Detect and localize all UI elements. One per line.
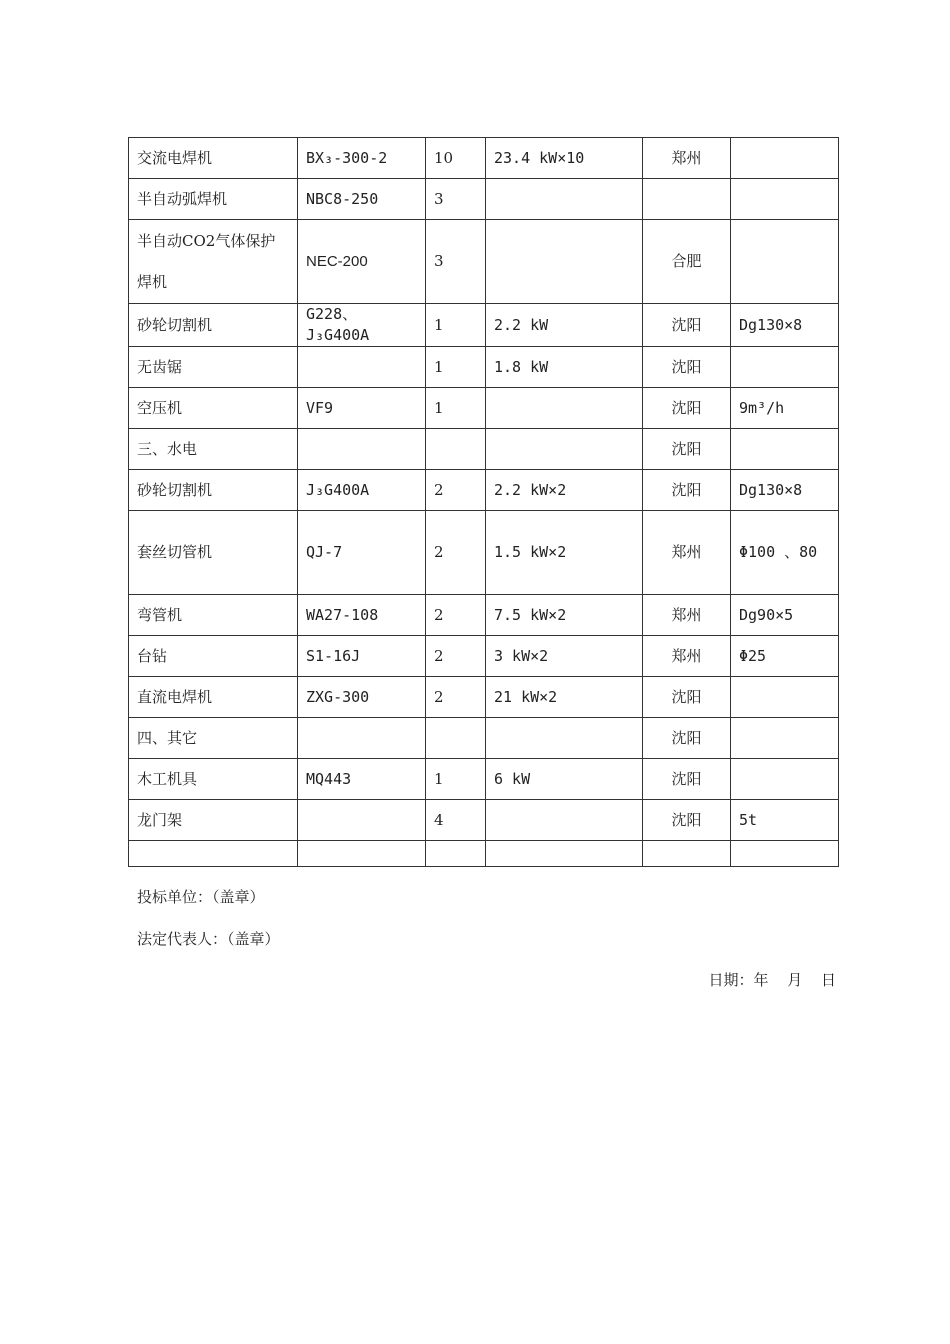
equipment-spec [731, 718, 839, 759]
equipment-model: VF9 [298, 388, 426, 429]
equipment-model: NBC8-250 [298, 179, 426, 220]
equipment-quantity: 2 [426, 511, 486, 595]
equipment-spec [731, 429, 839, 470]
section-heading: 三、水电 [129, 429, 298, 470]
empty-cell [486, 841, 643, 867]
equipment-spec [731, 179, 839, 220]
equipment-power [486, 220, 643, 304]
equipment-spec: 5t [731, 800, 839, 841]
table-row [129, 429, 839, 470]
date-line: 日期：年 月 日 [708, 971, 836, 989]
equipment-quantity: 1 [426, 304, 486, 347]
table-row [129, 511, 839, 595]
equipment-name: 直流电焊机 [129, 677, 298, 718]
equipment-name: 木工机具 [129, 759, 298, 800]
equipment-model: BX₃-300-2 [298, 138, 426, 179]
table-row [129, 636, 839, 677]
equipment-quantity: 2 [426, 677, 486, 718]
equipment-power: 1.8 kW [486, 347, 643, 388]
equipment-model: J₃G400A [298, 470, 426, 511]
equipment-origin: 沈阳 [643, 718, 731, 759]
equipment-origin: 沈阳 [643, 429, 731, 470]
bidder-signature-line: 投标单位：（盖章） [137, 888, 265, 906]
table-row [129, 179, 839, 220]
equipment-power: 6 kW [486, 759, 643, 800]
equipment-spec: Dg130×8 [731, 304, 839, 347]
equipment-quantity [426, 429, 486, 470]
empty-cell [298, 841, 426, 867]
equipment-quantity: 2 [426, 636, 486, 677]
equipment-name: 半自动弧焊机 [129, 179, 298, 220]
equipment-origin: 合肥 [643, 220, 731, 304]
equipment-name: 台钻 [129, 636, 298, 677]
section-heading: 四、其它 [129, 718, 298, 759]
equipment-name: 空压机 [129, 388, 298, 429]
equipment-power: 2.2 kW×2 [486, 470, 643, 511]
equipment-power: 3 kW×2 [486, 636, 643, 677]
empty-cell [731, 841, 839, 867]
equipment-spec [731, 347, 839, 388]
equipment-spec: Dg130×8 [731, 470, 839, 511]
table-row [129, 595, 839, 636]
equipment-power [486, 388, 643, 429]
equipment-origin: 郑州 [643, 595, 731, 636]
equipment-name: 弯管机 [129, 595, 298, 636]
equipment-origin: 郑州 [643, 636, 731, 677]
empty-cell [426, 841, 486, 867]
table-row [129, 220, 839, 304]
equipment-table-body [129, 138, 839, 867]
equipment-origin: 沈阳 [643, 347, 731, 388]
equipment-power: 23.4 kW×10 [486, 138, 643, 179]
equipment-name: 交流电焊机 [129, 138, 298, 179]
equipment-model [298, 718, 426, 759]
equipment-quantity: 3 [426, 220, 486, 304]
equipment-quantity [426, 718, 486, 759]
equipment-quantity: 1 [426, 347, 486, 388]
table-row [129, 347, 839, 388]
equipment-model [298, 800, 426, 841]
equipment-model: QJ-7 [298, 511, 426, 595]
equipment-origin: 郑州 [643, 138, 731, 179]
table-row [129, 304, 839, 347]
equipment-quantity: 4 [426, 800, 486, 841]
equipment-origin: 沈阳 [643, 800, 731, 841]
equipment-power: 2.2 kW [486, 304, 643, 347]
equipment-name: 砂轮切割机 [129, 470, 298, 511]
equipment-power [486, 179, 643, 220]
equipment-spec [731, 138, 839, 179]
equipment-origin: 沈阳 [643, 304, 731, 347]
equipment-quantity: 1 [426, 388, 486, 429]
equipment-spec: Dg90×5 [731, 595, 839, 636]
equipment-power [486, 718, 643, 759]
equipment-origin: 沈阳 [643, 677, 731, 718]
equipment-power: 21 kW×2 [486, 677, 643, 718]
equipment-quantity: 2 [426, 595, 486, 636]
table-row [129, 138, 839, 179]
equipment-power [486, 800, 643, 841]
equipment-model [298, 429, 426, 470]
equipment-quantity: 3 [426, 179, 486, 220]
equipment-origin [643, 179, 731, 220]
equipment-origin: 郑州 [643, 511, 731, 595]
equipment-table [128, 137, 839, 867]
equipment-quantity: 2 [426, 470, 486, 511]
equipment-quantity: 10 [426, 138, 486, 179]
equipment-spec: Φ25 [731, 636, 839, 677]
equipment-spec [731, 759, 839, 800]
table-row [129, 841, 839, 867]
equipment-model: ZXG-300 [298, 677, 426, 718]
table-row [129, 718, 839, 759]
equipment-power: 1.5 kW×2 [486, 511, 643, 595]
equipment-origin: 沈阳 [643, 759, 731, 800]
table-row [129, 759, 839, 800]
equipment-model: MQ443 [298, 759, 426, 800]
equipment-name: 无齿锯 [129, 347, 298, 388]
equipment-power: 7.5 kW×2 [486, 595, 643, 636]
legal-representative-line: 法定代表人：（盖章） [137, 930, 280, 948]
equipment-origin: 沈阳 [643, 388, 731, 429]
equipment-spec: Φ100 、80 [731, 511, 839, 595]
table-row [129, 800, 839, 841]
equipment-spec: 9m³/h [731, 388, 839, 429]
table-row [129, 677, 839, 718]
empty-cell [129, 841, 298, 867]
equipment-model: NEC-200 [298, 220, 426, 304]
table-row [129, 470, 839, 511]
equipment-name: 砂轮切割机 [129, 304, 298, 347]
empty-cell [643, 841, 731, 867]
equipment-origin: 沈阳 [643, 470, 731, 511]
equipment-spec [731, 677, 839, 718]
equipment-name: 套丝切管机 [129, 511, 298, 595]
equipment-spec [731, 220, 839, 304]
equipment-quantity: 1 [426, 759, 486, 800]
equipment-name: 龙门架 [129, 800, 298, 841]
equipment-model: G228、J₃G400A [298, 304, 426, 347]
equipment-power [486, 429, 643, 470]
equipment-name: 半自动CO2气体保护焊机 [129, 220, 298, 304]
equipment-model [298, 347, 426, 388]
equipment-model: WA27-108 [298, 595, 426, 636]
equipment-model: S1-16J [298, 636, 426, 677]
table-row [129, 388, 839, 429]
